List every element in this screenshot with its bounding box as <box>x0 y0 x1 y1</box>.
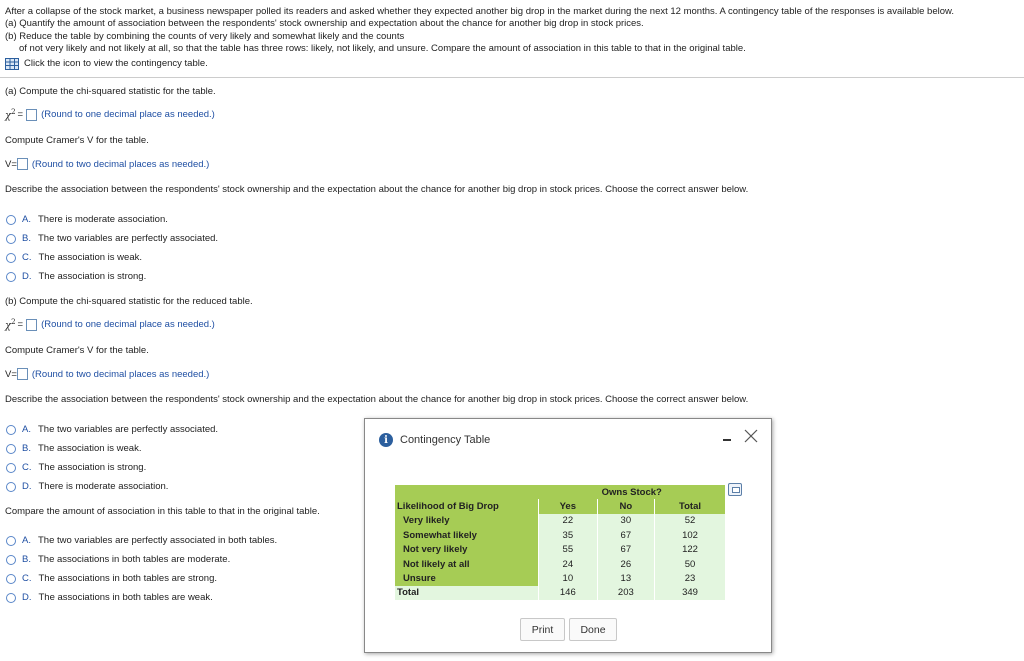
intro-line-4: of not very likely and not likely at all, so that the table has three rows: likely, not likely, and unsure. Compare the amount of association in this table to that in the original table. <box>19 43 746 55</box>
part-b-option-d[interactable]: D. There is moderate association. <box>6 481 168 492</box>
table-total-row <box>395 586 725 600</box>
row-label: Total <box>395 586 539 600</box>
radio-button[interactable] <box>6 234 16 244</box>
info-icon: i <box>379 433 393 447</box>
part-a-chi-hint: (Round to one decimal place as needed.) <box>41 109 215 121</box>
radio-button[interactable] <box>6 253 16 263</box>
part-a-chi-input[interactable] <box>26 109 37 121</box>
cell-no: 30 <box>597 514 654 528</box>
radio-button[interactable] <box>6 574 16 584</box>
part-b-v-input[interactable] <box>17 368 28 380</box>
intro-line-2: (a) Quantify the amount of association between the respondents' stock ownership and expectation about the chance for another big drop in stock prices. <box>5 18 644 30</box>
part-a-chi-answer-row <box>5 108 215 121</box>
part-b-option-b[interactable]: B. The association is weak. <box>6 443 141 454</box>
part-a-option-d[interactable]: D. The association is strong. <box>6 271 146 282</box>
owns-stock-header: Owns Stock? <box>539 485 726 499</box>
cell-total: 52 <box>655 514 725 528</box>
option-text: The two variables are perfectly associated. <box>37 233 219 244</box>
compare-option-c[interactable]: C. The associations in both tables are strong. <box>6 573 217 584</box>
part-a-v-hint: (Round to two decimal places as needed.) <box>31 158 210 170</box>
option-text: There is moderate association. <box>37 214 168 225</box>
row-label: Not likely at all <box>395 557 539 571</box>
compare-option-d[interactable]: D. The associations in both tables are weak. <box>6 592 213 603</box>
compare-option-a[interactable]: A. The two variables are perfectly associated in both tables. <box>6 535 277 546</box>
part-a-v-question: Compute Cramer's V for the table. <box>5 135 149 146</box>
problem-statement <box>5 6 1020 70</box>
cell-yes: 55 <box>539 543 598 557</box>
cell-yes: 10 <box>539 571 598 585</box>
equals-sign: = <box>17 109 24 121</box>
part-b-chi-input[interactable] <box>26 319 37 331</box>
contingency-table-dialog <box>364 418 772 653</box>
part-b-option-c[interactable]: C. The association is strong. <box>6 462 146 473</box>
part-b-v-question: Compute Cramer's V for the table. <box>5 345 149 356</box>
table-group-header-row <box>395 485 725 499</box>
chi-squared-symbol: $\chi^2$ <box>5 108 16 122</box>
done-button[interactable]: Done <box>569 618 617 641</box>
cell-no: 67 <box>597 543 654 557</box>
col-header-likelihood: Likelihood of Big Drop <box>395 499 539 513</box>
option-text: The two variables are perfectly associated in both tables. <box>37 535 278 546</box>
radio-button[interactable] <box>6 555 16 565</box>
radio-button[interactable] <box>6 444 16 454</box>
table-row <box>395 543 725 557</box>
part-b-v-answer-row <box>5 368 209 380</box>
cell-yes: 22 <box>539 514 598 528</box>
cell-yes: 35 <box>539 528 598 542</box>
part-a-chi-question: (a) Compute the chi-squared statistic for the table. <box>5 86 216 97</box>
copy-table-icon[interactable] <box>728 483 742 496</box>
radio-button[interactable] <box>6 593 16 603</box>
table-row <box>395 514 725 528</box>
option-text: There is moderate association. <box>38 481 169 492</box>
table-header-row <box>395 499 725 513</box>
divider <box>0 77 1024 78</box>
cell-total: 122 <box>655 543 725 557</box>
option-text: The associations in both tables are moderate. <box>37 554 231 565</box>
view-table-link[interactable] <box>5 58 1020 70</box>
intro-line-1: After a collapse of the stock market, a business newspaper polled its readers and asked whether they expected another big drop in the market during the next 12 months. A contingency table of the responses is available below. <box>5 6 954 17</box>
radio-button[interactable] <box>6 536 16 546</box>
contingency-table <box>395 485 725 600</box>
col-header-no: No <box>597 499 654 513</box>
cell-total: 50 <box>655 557 725 571</box>
part-a-describe-question: Describe the association between the respondents' stock ownership and the expectation about the chance for another big drop in stock prices. Choose the correct answer below. <box>5 184 749 195</box>
radio-button[interactable] <box>6 272 16 282</box>
cell-no: 203 <box>597 586 654 600</box>
cell-yes: 24 <box>539 557 598 571</box>
cell-no: 13 <box>597 571 654 585</box>
view-table-label[interactable]: Click the icon to view the contingency table. <box>24 57 208 69</box>
equals-sign: = <box>17 319 24 331</box>
compare-option-b[interactable]: B. The associations in both tables are moderate. <box>6 554 230 565</box>
row-label: Unsure <box>395 571 539 585</box>
option-text: The association is weak. <box>38 252 142 263</box>
part-a-option-a[interactable]: A. There is moderate association. <box>6 214 168 225</box>
option-text: The association is weak. <box>37 443 142 454</box>
radio-button[interactable] <box>6 425 16 435</box>
part-b-chi-question: (b) Compute the chi-squared statistic for the reduced table. <box>5 296 253 307</box>
part-b-chi-answer-row <box>5 318 215 331</box>
row-label: Not very likely <box>395 543 539 557</box>
cell-total: 23 <box>655 571 725 585</box>
close-icon[interactable] <box>743 428 759 444</box>
v-label: V= <box>5 158 17 170</box>
cell-no: 67 <box>597 528 654 542</box>
table-row <box>395 571 725 585</box>
radio-button[interactable] <box>6 463 16 473</box>
part-b-describe-question: Describe the association between the respondents' stock ownership and the expectation about the chance for another big drop in stock prices. Choose the correct answer below. <box>5 394 749 405</box>
row-label: Very likely <box>395 514 539 528</box>
cell-total: 349 <box>655 586 725 600</box>
part-b-chi-hint: (Round to one decimal place as needed.) <box>41 319 215 331</box>
cell-no: 26 <box>597 557 654 571</box>
part-a-v-input[interactable] <box>17 158 28 170</box>
dialog-header <box>379 433 490 447</box>
part-a-option-c[interactable]: C. The association is weak. <box>6 252 142 263</box>
minimize-icon[interactable] <box>723 439 731 441</box>
print-button[interactable]: Print <box>520 618 565 641</box>
option-text: The associations in both tables are strong. <box>38 573 217 584</box>
row-label: Somewhat likely <box>395 528 539 542</box>
table-row <box>395 557 725 571</box>
dialog-title: Contingency Table <box>400 434 491 446</box>
table-row <box>395 528 725 542</box>
cell-yes: 146 <box>539 586 598 600</box>
radio-button[interactable] <box>6 482 16 492</box>
option-text: The associations in both tables are weak. <box>38 592 213 603</box>
part-a-option-b[interactable]: B. The two variables are perfectly associated. <box>6 233 218 244</box>
option-text: The association is strong. <box>38 462 147 473</box>
part-b-v-hint: (Round to two decimal places as needed.) <box>31 368 210 380</box>
option-text: The association is strong. <box>38 271 147 282</box>
cell-total: 102 <box>655 528 725 542</box>
col-header-yes: Yes <box>539 499 598 513</box>
intro-line-3: (b) Reduce the table by combining the counts of very likely and somewhat likely and the counts <box>5 30 405 42</box>
chi-squared-symbol: $\chi^2$ <box>5 318 16 332</box>
table-icon[interactable] <box>5 58 19 70</box>
v-label: V= <box>5 368 17 380</box>
part-a-v-answer-row <box>5 158 209 170</box>
col-header-total: Total <box>655 499 725 513</box>
option-text: The two variables are perfectly associated. <box>37 424 219 435</box>
compare-question: Compare the amount of association in this table to that in the original table. <box>5 506 320 517</box>
part-b-option-a[interactable]: A. The two variables are perfectly associated. <box>6 424 218 435</box>
radio-button[interactable] <box>6 215 16 225</box>
